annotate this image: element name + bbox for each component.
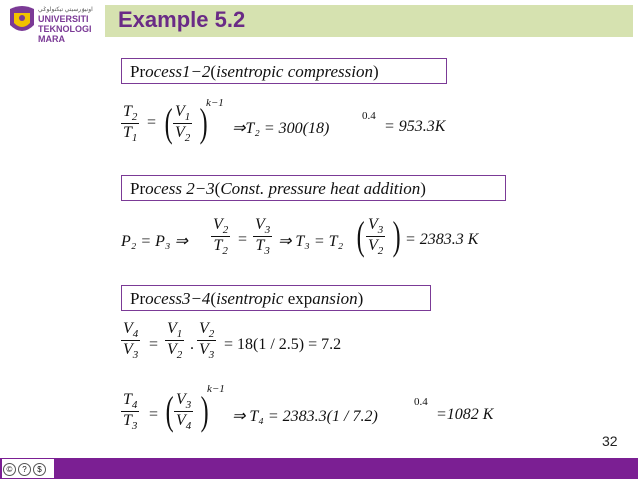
exponent-k-minus-1: k−1 [206,97,224,109]
process-2-3-box [121,175,506,201]
process-prefix: Pr [130,62,146,81]
fraction-v2-t2: $\frac{V_2}{T_2}$ [213,216,229,257]
slide-title: Example 5.2 [118,7,246,32]
paren-right: ) [392,213,401,258]
equals-sign: = [147,114,157,131]
by-icon: ? [18,463,31,476]
paren-open: ( [210,62,217,81]
footer-bar [0,458,638,479]
nc-icon: $ [33,463,46,476]
process-detail: isentropic [216,289,284,308]
paren-open: ( [214,179,221,198]
value-1082: =1082 K [436,406,494,423]
equals-sign: = [149,336,159,353]
process-1-2-box [121,58,447,84]
svg-text:اونيۏرسيتي تيکنولوݢي: اونيۏرسيتي تيکنولوݢي [38,7,93,13]
process-prefix: Pr [130,179,146,198]
result-t4: ⇒ T₄ = 2383.3(1 / 7.2) [232,408,378,425]
t3-equals-t2: ⇒ T₃ = T₂ [278,233,344,250]
process-label: ocess1−2 [145,62,211,81]
paren-close: ) [357,289,364,308]
process-detail-ansion: ansion [312,289,358,308]
paren-right: ) [199,100,208,145]
svg-text:TEKNOLOGI: TEKNOLOGI [38,24,92,34]
equals-sign: = [149,406,159,423]
process-label: ocess 2−3 [145,179,215,198]
dot-operator: . [190,336,194,353]
process-prefix: Pr [130,289,146,308]
value-2383: = 2383.3 K [405,231,479,248]
fraction-v1-v2: $\frac{V_1}{V_2}$ [167,320,183,361]
fraction-v3-t3: $\frac{V_3}{T_3}$ [255,216,271,257]
svg-text:UNIVERSITI: UNIVERSITI [38,14,89,24]
process-detail-exp: exp [287,289,313,308]
page-number: 32 [602,433,618,449]
paren-right: ) [200,388,209,433]
exponent-0-4: 0.4 [362,110,376,122]
paren-left: ( [164,100,173,145]
paren-left: ( [356,213,365,258]
exponent-0-4: 0.4 [414,396,428,408]
license-badges [2,459,54,478]
paren-close: ) [373,62,379,81]
fraction-v3-v2: $\frac{V_3}{V_2}$ [368,216,384,257]
cc-icon: © [3,463,16,476]
fraction-v1-v2: $\frac{V_1}{V_2}$ [175,103,191,144]
paren-close: ) [420,179,426,198]
exponent-k-minus-1: k−1 [207,383,225,395]
process-detail: isentropic compression [216,62,374,81]
process-detail: Const. pressure heat addition [220,179,421,198]
fraction-v3-v4: $\frac{V_3}{V_4}$ [176,391,192,432]
paren-open: ( [210,289,217,308]
paren-left: ( [165,388,174,433]
fraction-t4-t3: $\frac{T_4}{T_3}$ [123,391,138,432]
process-label: ocess3−4 [145,289,211,308]
fraction-t2-t1: $\frac{T_2}{T_1}$ [123,103,138,144]
process-3-4-box [121,285,431,311]
fraction-v4-v3: $\frac{V_4}{V_3}$ [123,320,139,361]
university-logo [4,3,102,45]
value-7-2: = 18(1 / 2.5) = 7.2 [224,336,342,353]
p2-equals-p3: P₂ = P₃ ⇒ [121,233,188,250]
equals-sign: = [238,231,248,248]
value-953: = 953.3K [384,118,446,135]
result-t2: ⇒T₂ = 300(18) [232,120,330,137]
fraction-v2-v3: $\frac{V_2}{V_3}$ [199,320,215,361]
svg-text:MARA: MARA [38,34,65,44]
